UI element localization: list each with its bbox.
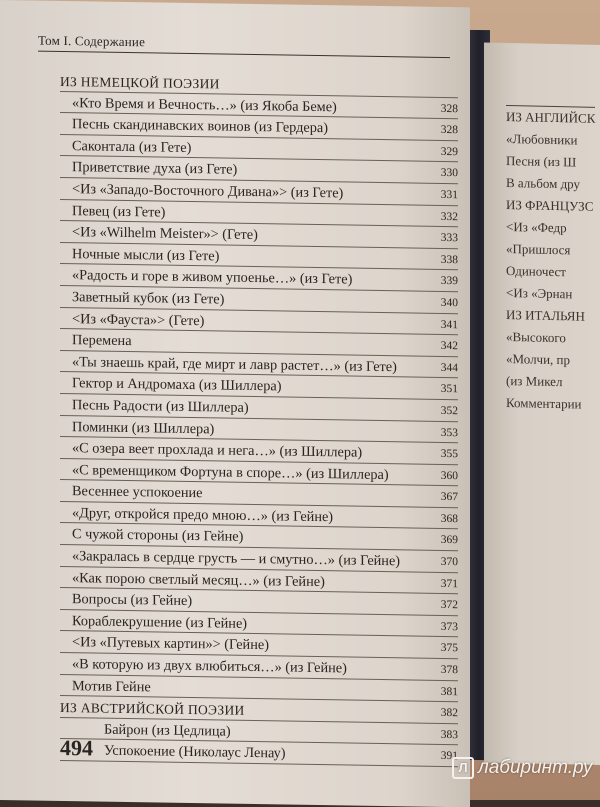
right-page-entry: В альбом дру	[506, 174, 581, 192]
toc-entry-title: Саконтала (из Гете)	[72, 137, 192, 156]
toc-entry-page: 360	[440, 469, 458, 482]
toc-entry-page: 328	[440, 124, 458, 137]
toc-entry-title: «Закралась в сердце грусть — и смутно…» (из Гейне)	[72, 548, 401, 570]
toc-entry-title: Перемена	[72, 332, 132, 350]
toc-entry-page: 351	[440, 383, 458, 396]
right-page-entry: Комментарии	[506, 394, 582, 412]
toc-entry-page: 332	[440, 210, 458, 223]
toc-entry-page: 371	[440, 577, 458, 590]
toc-entry-title: Весеннее успокоение	[72, 483, 203, 502]
toc-entry-title: <Из «Wilhelm Meister»> (Гете)	[72, 224, 258, 244]
toc-entry-title: «Ты знаешь край, где мирт и лавр растет…» (из Гете)	[72, 353, 397, 375]
toc-entry-page: 329	[440, 145, 458, 158]
toc-entry-page: 367	[440, 491, 458, 504]
toc-entry-title: Гектор и Андромаха (из Шиллера)	[72, 375, 282, 395]
toc-entry-page: 370	[440, 555, 458, 569]
watermark-text: лабиринт.ру	[478, 757, 593, 778]
toc-entry-title: Успокоение (Николаус Ленау)	[104, 743, 286, 762]
toc-entry-page: 382	[440, 707, 458, 720]
toc-entry-title: «Друг, откройся предо мною…» (из Гейне)	[72, 505, 334, 526]
toc-entry-title: Вопросы (из Гейне)	[72, 591, 193, 610]
right-page-entry: «Молчи, пр	[506, 350, 571, 368]
labirint-logo-icon: Л	[452, 757, 474, 779]
toc-entry-page: 338	[440, 253, 458, 266]
toc-entry-title: «С озера веет прохлада и нега…» (из Шиллера)	[72, 440, 363, 461]
toc-entry-title: Ночные мысли (из Гете)	[72, 245, 220, 265]
toc-entry-page: 383	[440, 728, 458, 742]
toc-entry-page: 330	[440, 167, 458, 180]
toc-entry-title: Песнь Радости (из Шиллера)	[72, 397, 249, 416]
toc-entry-page: 378	[440, 663, 458, 677]
toc-entry-title: «Радость и горе в живом упоенье…» (из Гете)	[72, 267, 353, 288]
toc-entry-page: 352	[440, 404, 458, 418]
toc-entry-title: Байрон (из Цедлица)	[104, 721, 231, 740]
toc-entry-page: 342	[440, 340, 458, 353]
table-of-contents	[60, 71, 458, 768]
right-page-entry: (из Микел	[506, 372, 563, 390]
right-page-entry: ИЗ АНГЛИЙСК	[506, 105, 595, 130]
toc-entry-page: 381	[440, 685, 458, 698]
right-page-entry: <Из «Федр	[506, 218, 567, 236]
toc-entry-page: 340	[440, 296, 458, 310]
right-page-entry: <Из «Эрнан	[506, 284, 573, 302]
toc-entry-title: Заветный кубок (из Гете)	[72, 289, 225, 308]
toc-entry-page: 333	[440, 232, 458, 245]
right-page-entry: ИЗ ИТАЛЬЯН	[506, 306, 585, 324]
right-page-entry: «Любовники	[506, 130, 578, 148]
toc-entry-title: «Как порою светлый месяц…» (из Гейне)	[72, 569, 325, 590]
toc-entry-title: Песнь скандинавских воинов (из Гердера)	[72, 116, 329, 137]
right-page	[484, 43, 600, 766]
toc-entry-title: Певец (из Гете)	[72, 202, 166, 221]
toc-entry-title: Мотив Гейне	[72, 677, 151, 695]
toc-entry-title: ИЗ НЕМЕЦКОЙ ПОЭЗИИ	[60, 73, 220, 92]
toc-entry-title: «Кто Время и Вечность…» (из Якоба Беме)	[72, 94, 337, 115]
toc-entry-page: 331	[440, 188, 458, 202]
watermark	[452, 757, 592, 779]
toc-entry-title: С чужой стороны (из Гейне)	[72, 526, 244, 546]
toc-entry-title: Приветствие духа (из Гете)	[72, 159, 238, 179]
toc-entry-page: 368	[440, 512, 458, 526]
page-number: 494	[60, 734, 93, 761]
right-page-entry: «Высокого	[506, 328, 566, 346]
toc-entry-page: 373	[440, 620, 458, 634]
toc-entry-title: «С временщиком Фортуна в споре…» (из Шиллера)	[72, 461, 389, 483]
toc-entry-page: 341	[440, 318, 458, 331]
toc-entry-page: 328	[440, 102, 458, 115]
toc-entry-title: <Из «Путевых картин»> (Гейне)	[72, 634, 269, 654]
toc-entry-title: Поминки (из Шиллера)	[72, 418, 215, 437]
toc-entry-page: 344	[440, 361, 458, 374]
toc-entry-page: 339	[440, 275, 458, 288]
toc-entry-page: 375	[440, 642, 458, 655]
right-page-entry: Одиночест	[506, 262, 566, 280]
toc-entry-page: 369	[440, 534, 458, 547]
toc-entry-page: 355	[440, 448, 458, 461]
toc-entry-title: «В которую из двух влюбиться…» (из Гейне)	[72, 656, 347, 677]
running-head: Том I. Содержание	[38, 33, 450, 58]
toc-entry-page: 391	[440, 750, 458, 763]
right-page-entry: ИЗ ФРАНЦУЗС	[506, 196, 594, 214]
toc-entry-title: <Из «Западо-Восточного Дивана»> (из Гете)	[72, 181, 344, 202]
right-page-list	[506, 105, 595, 416]
toc-entry-page: 372	[440, 599, 458, 612]
right-page-entry: «Пришлося	[506, 240, 571, 258]
toc-entry-title: ИЗ АВСТРИЙСКОЙ ПОЭЗИИ	[60, 700, 245, 719]
toc-entry-title: <Из «Фауста»> (Гете)	[72, 310, 205, 329]
toc-entry-page: 353	[440, 426, 458, 439]
right-page-entry: Песня (из Ш	[506, 152, 577, 170]
toc-entry-title: Кораблекрушение (из Гейне)	[72, 612, 248, 632]
